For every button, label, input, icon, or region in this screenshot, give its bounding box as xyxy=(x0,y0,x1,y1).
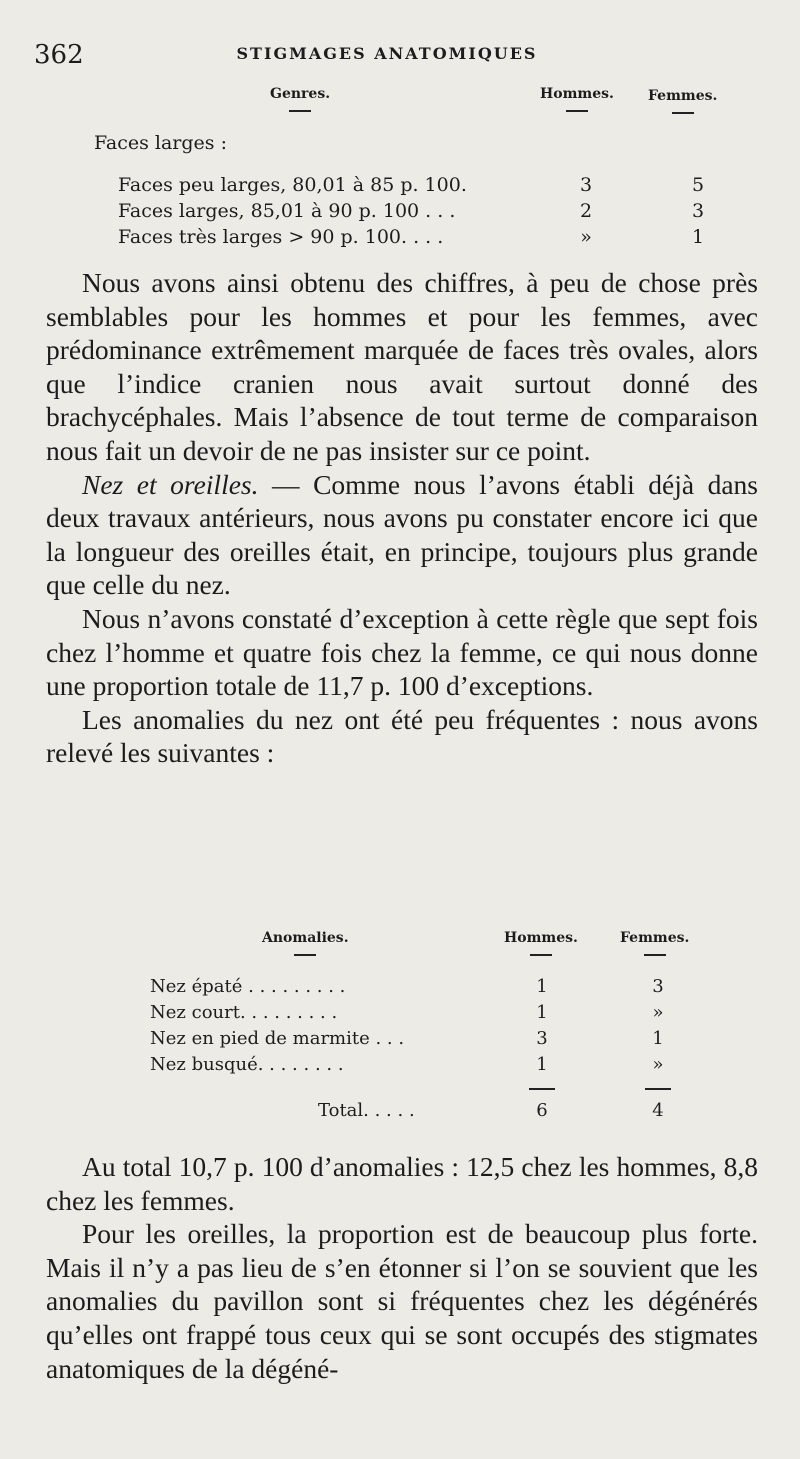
total-row xyxy=(0,1100,800,1126)
row-label: Nez en pied de marmite . . . xyxy=(150,1028,405,1049)
table-row xyxy=(0,200,800,226)
paragraph-nez-oreilles xyxy=(46,468,758,602)
row-label: Faces peu larges, 80,01 à 85 p. 100. xyxy=(118,174,467,196)
total-rule xyxy=(529,1088,555,1090)
femmes-value: » xyxy=(652,1054,664,1075)
total-hommes: 6 xyxy=(536,1100,548,1121)
paragraph: Nous n’avons constaté d’exception à cette règle que sept fois chez l’homme et quatre fois chez la femme, ce qui nous donne une proportion totale de 11,7 p. 100 d’exceptions. xyxy=(46,602,758,702)
table-row xyxy=(0,976,800,1002)
femmes-value: 1 xyxy=(691,226,705,248)
col-header-anomalies: Anomalies. xyxy=(262,930,349,946)
running-title: STIGMAGES ANATOMIQUES xyxy=(236,44,538,63)
hommes-value: 1 xyxy=(536,1002,548,1023)
col-header-hommes: Hommes. xyxy=(540,86,614,102)
row-label: Faces très larges > 90 p. 100. . . . xyxy=(118,226,444,248)
table-row xyxy=(0,1054,800,1080)
femmes-value: 3 xyxy=(652,976,664,997)
femmes-value: 3 xyxy=(691,200,705,222)
hommes-value: 3 xyxy=(579,174,593,196)
table-row xyxy=(0,1002,800,1028)
col-header-genres: Genres. xyxy=(270,86,331,102)
group-label-row xyxy=(0,132,800,158)
paragraph: Pour les oreilles, la proportion est de beaucoup plus forte. Mais il n’y a pas lieu de s’en étonner si l’on se souvient que les anomalies du pavillon sont si fréquentes chez les dégénérés qu’elles ont frappé tous ceux qui se sont occupés des stigmates anatomiques de la dégéné- xyxy=(46,1218,758,1384)
paragraph: Nous avons ainsi obtenu des chiffres, à peu de chose près semblables pour les hommes et pour les femmes, avec prédominance extrêmement marquée de faces très ovales, alors que l’indice cranien nous avait surtout donné des brachycéphales. Mais l’absence de tout terme de comparaison nous fait un devoir de ne pas insister sur ce point. xyxy=(46,267,758,466)
col-header-femmes: Femmes. xyxy=(648,88,718,104)
row-label: Nez court. . . . . . . . . xyxy=(150,1002,338,1023)
total-femmes: 4 xyxy=(652,1100,664,1121)
total-label: Total. . . . . xyxy=(318,1100,415,1121)
prose-block-2 xyxy=(46,1150,758,1385)
page-number: 362 xyxy=(34,40,84,70)
hommes-value: 1 xyxy=(536,1054,548,1075)
section-title: Nez et oreilles. xyxy=(82,468,259,500)
femmes-value: 5 xyxy=(691,174,705,196)
paragraph: Les anomalies du nez ont été peu fréquentes : nous avons relevé les suivantes : xyxy=(46,703,758,769)
col-header-hommes: Hommes. xyxy=(504,930,578,946)
row-label: Nez busqué. . . . . . . . xyxy=(150,1054,344,1075)
paragraph-text: — Comme nous l’avons établi déjà dans deux travaux antérieurs, nous avons pu constater encore ici que la longueur des oreilles était, en principe, toujours plus grande que celle du nez. xyxy=(46,468,758,601)
col-header-femmes: Femmes. xyxy=(620,930,690,946)
femmes-value: 1 xyxy=(652,1028,664,1049)
page-header xyxy=(34,40,740,74)
row-label: Faces larges, 85,01 à 90 p. 100 . . . xyxy=(118,200,456,222)
paragraph: Au total 10,7 p. 100 d’anomalies : 12,5 chez les hommes, 8,8 chez les femmes. xyxy=(46,1151,758,1216)
prose-block-1 xyxy=(46,266,758,770)
total-rule xyxy=(645,1088,671,1090)
hommes-value: » xyxy=(580,226,592,248)
group-label: Faces larges : xyxy=(94,132,227,154)
table-row xyxy=(0,226,800,252)
hommes-value: 3 xyxy=(536,1028,548,1049)
row-label: Nez épaté . . . . . . . . . xyxy=(150,976,346,997)
hommes-value: 2 xyxy=(579,200,593,222)
femmes-value: » xyxy=(652,1002,664,1023)
table-row xyxy=(0,174,800,200)
table-row xyxy=(0,1028,800,1054)
hommes-value: 1 xyxy=(536,976,548,997)
